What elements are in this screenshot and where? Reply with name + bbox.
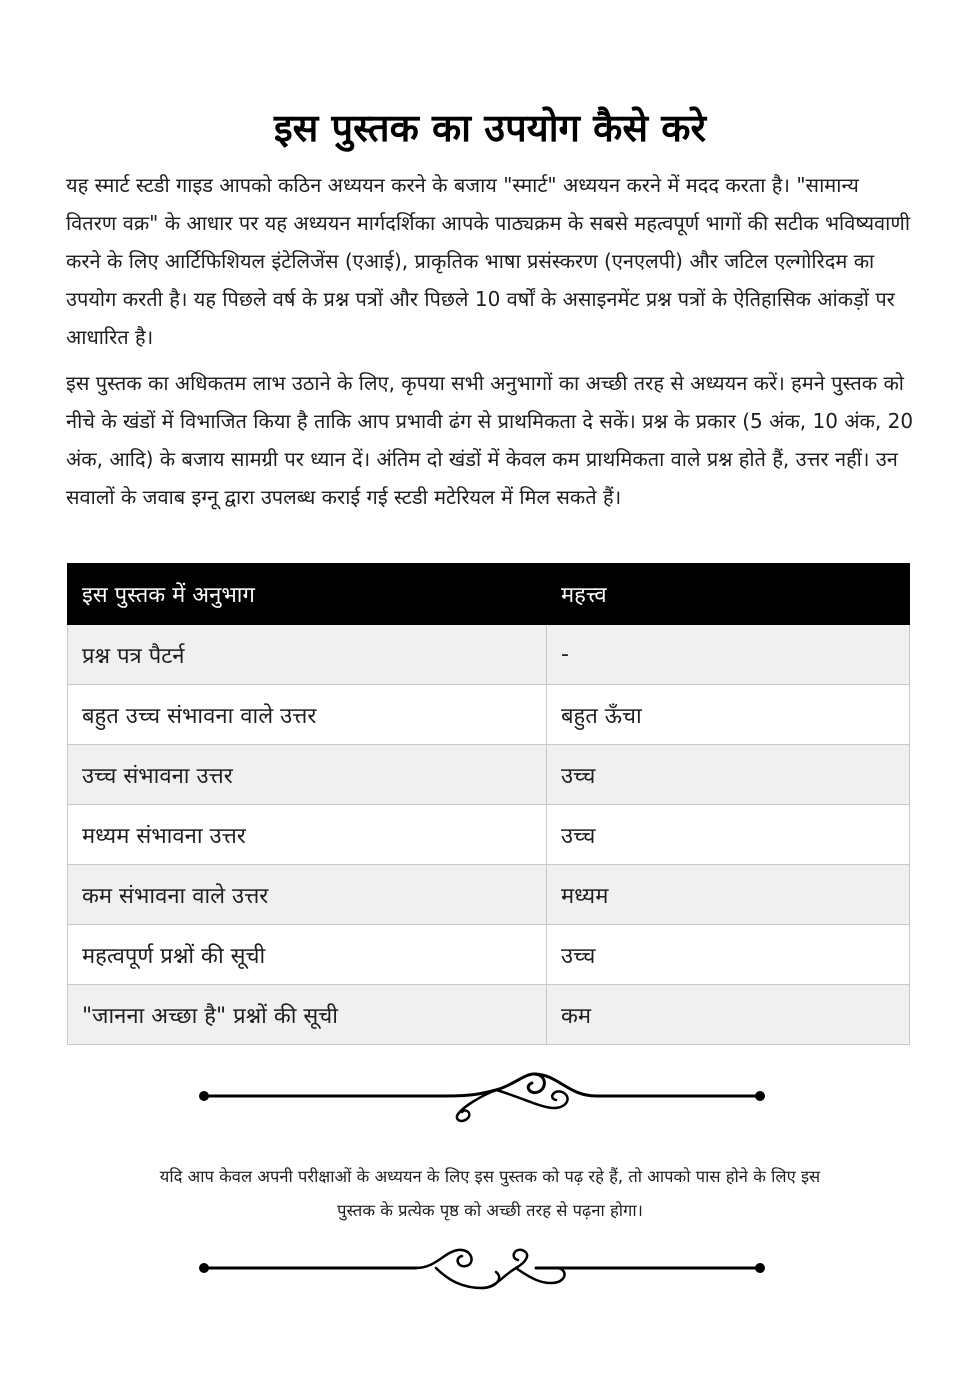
table-cell-importance: उच्च xyxy=(547,925,910,985)
table-row xyxy=(68,865,910,925)
section-importance-table xyxy=(67,563,910,1045)
table-header-importance: महत्त्व xyxy=(547,564,910,625)
usage-paragraph: इस पुस्तक का अधिकतम लाभ उठाने के लिए, कृपया सभी अनुभागों का अच्छी तरह से अध्ययन करें। हमने पुस्तक को नीचे के खंडों में विभाजित किया है ताकि आप प्रभावी ढंग से प्राथमिकता दे सकें। प्रश्न के प्रकार (5 अंक, 10 अंक, 20 अंक, आदि) के बजाय सामग्री पर ध्यान दें। अंतिम दो खंडों में केवल कम प्राथमिकता वाले प्रश्न होते हैं, उत्तर नहीं। उन सवालों के जवाब इग्नू द्वारा उपलब्ध कराई गई स्टडी मटेरियल में मिल सकते हैं। xyxy=(66,371,914,509)
table-header-row xyxy=(68,564,910,625)
intro-paragraph: यह स्मार्ट स्टडी गाइड आपको कठिन अध्ययन करने के बजाय "स्मार्ट" अध्ययन करने में मदद करता है। "सामान्य वितरण वक्र" के आधार पर यह अध्ययन मार्गदर्शिका आपके पाठ्यक्रम के सबसे महत्वपूर्ण भागों की सटीक भविष्यवाणी करने के लिए आर्टिफिशियल इंटेलिजेंस (एआई), प्राकृतिक भाषा प्रसंस्करण (एनएलपी) और जटिल एल्गोरिदम का उपयोग करती है। यह पिछले वर्ष के प्रश्न पत्रों और पिछले 10 वर्षों के असाइनमेंट प्रश्न पत्रों के ऐतिहासिक आंकड़ों पर आधारित है। xyxy=(66,173,910,349)
table-row xyxy=(68,745,910,805)
table-header-section: इस पुस्तक में अनुभाग xyxy=(68,564,547,625)
table-cell-section: उच्च संभावना उत्तर xyxy=(68,745,547,805)
table-row xyxy=(68,625,910,685)
table-cell-section: मध्यम संभावना उत्तर xyxy=(68,805,547,865)
table-cell-importance: कम xyxy=(547,985,910,1045)
table-cell-importance: उच्च xyxy=(547,745,910,805)
footer-note: यदि आप केवल अपनी परीक्षाओं के अध्ययन के लिए इस पुस्तक को पढ़ रहे हैं, तो आपको पास होने के लिए इस पुस्तक के प्रत्येक पृष्ठ को अच्छी तरह से पढ़ना होगा। xyxy=(159,1167,821,1220)
swirl-divider-icon xyxy=(196,1066,768,1126)
table-cell-section: बहुत उच्च संभावना वाले उत्तर xyxy=(68,685,547,745)
table-cell-section: कम संभावना वाले उत्तर xyxy=(68,865,547,925)
page-title: इस पुस्तक का उपयोग कैसे करे xyxy=(273,106,706,150)
table-cell-section: महत्वपूर्ण प्रश्नों की सूची xyxy=(68,925,547,985)
table-cell-importance: मध्यम xyxy=(547,865,910,925)
table-cell-section: "जानना अच्छा है" प्रश्नों की सूची xyxy=(68,985,547,1045)
table-row xyxy=(68,805,910,865)
table-cell-importance: - xyxy=(547,625,910,685)
table-row xyxy=(68,985,910,1045)
table-cell-importance: उच्च xyxy=(547,805,910,865)
table-row xyxy=(68,925,910,985)
table-cell-section: प्रश्न पत्र पैटर्न xyxy=(68,625,547,685)
table-cell-importance: बहुत ऊँचा xyxy=(547,685,910,745)
table-row xyxy=(68,685,910,745)
swirl-divider-icon xyxy=(196,1238,768,1298)
